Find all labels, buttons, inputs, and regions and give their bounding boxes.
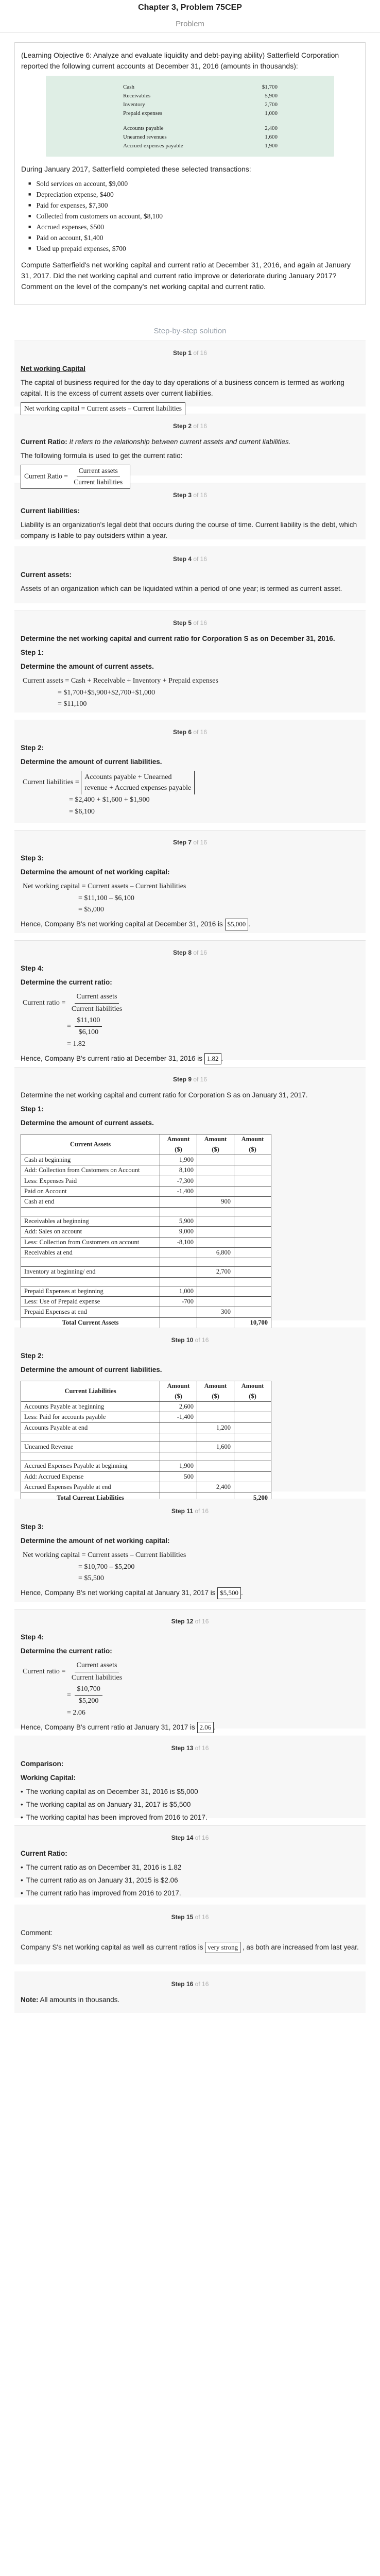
table-row: Add: Collection from Customers on Account 8,100 [21,1165,271,1176]
step-13 [14,1736,366,1822]
substep-label: Step 4: [21,1633,44,1641]
substep-label: Step 4: [21,964,44,973]
list-item: • The current ratio as on January 31, 2015 is $2.06 [21,1875,359,1886]
tab-problem[interactable]: Problem [0,14,380,33]
substep-label: Step 3: [21,854,44,862]
calc-block: Current assets = Cash + Receivable + Inventory + Prepaid expenses = $1,700+$5,900+$2,700+$1,000 = $11,100 [23,677,218,708]
step-2 [14,414,366,486]
account-row: Cash $1,700 [123,84,278,90]
substep-label: Step 2: [21,1352,44,1360]
step-conclusion: Company S's net working capital as well as current ratios is very strong , as both are increased from last year. [21,1942,359,1953]
problem-question: Compute Satterfield's net working capital and current ratio at December 31, 2016, and again at January 31, 2017. Did the net working capital and current ratio improve or deteriorate during January 2017? Comment on the level of the company's net working capital and current ratio. [21,260,351,291]
table-total-row: Total Current Liabilities 5,200 [21,1493,271,1503]
account-row: Receivables 5,900 [123,93,278,99]
step-4 [14,547,366,603]
step-header: Step 7 of 16 [172,838,208,846]
calc-block: Net working capital = Current assets – Current liabilities = $10,700 – $5,200 = $5,500 [23,1551,186,1582]
table-row [21,1452,271,1461]
step-text: Current Ratio: It refers to the relationship between current assets and current liabilities. [21,438,291,446]
accounts-box [46,76,334,157]
table-row: Accrued Expenses Payable at end 2,400 [21,1482,271,1493]
step-header: Step 5 of 16 [172,619,208,626]
transaction-item: ■ Sold services on account, $9,000 [28,179,359,190]
step-heading: Comment: [21,1929,53,1937]
current-assets-table [21,1134,271,1329]
substep-title: Determine the amount of current liabilities. [21,758,162,766]
step-header: Step 4 of 16 [172,555,208,563]
step-conclusion: Hence, Company B's current ratio at December 31, 2016 is 1.82 . [21,1053,359,1064]
substep-label: Step 3: [21,1523,44,1531]
transaction-item: ■ Depreciation expense, $400 [28,190,359,200]
step-text: Assets of an organization which can be liquidated within a period of one year; is termed as current asset. [21,585,342,593]
answer-box: 1.82 [204,1053,221,1064]
step-heading: Current assets: [21,571,72,579]
step-header: Step 2 of 16 [172,422,208,430]
table-row: Add: Accrued Expense 500 [21,1471,271,1482]
substep-title: Determine the amount of net working capital: [21,1537,170,1545]
step-conclusion: Hence, Company B's net working capital at January 31, 2017 is $5,500 . [21,1587,359,1599]
step-header: Step 1 of 16 [172,349,208,357]
answer-box: very strong [205,1942,240,1953]
substep-title: Determine the amount of net working capital: [21,868,170,876]
chapter-title: Chapter 3, Problem 75CEP [138,3,242,12]
step-note: Note: All amounts in thousands. [21,1996,120,2004]
table-row: Unearned Revenue 1,600 [21,1442,271,1452]
table-row: Paid on Account -1,400 [21,1187,271,1197]
table-row: Accounts Payable at end 1,200 [21,1422,271,1433]
table-row: Less: Use of Prepaid expense -700 [21,1297,271,1307]
step-header: Step 13 of 16 [171,1744,209,1752]
step-16 [14,1972,366,2013]
substep-label: Step 1: [21,649,44,657]
table-row: Prepaid Expenses at end 300 [21,1307,271,1317]
account-row: Prepaid expenses 1,000 [123,110,278,117]
step-12 [14,1609,366,1732]
table-row: Less: Collection from Customers on account -8,100 [21,1237,271,1247]
list-item: • The working capital has been improved from 2016 to 2017. [21,1812,359,1823]
substep-label: Step 2: [21,744,44,752]
list-item: • The working capital as on January 31, 2017 is $5,500 [21,1800,359,1810]
table-row: Add: Sales on account 9,000 [21,1227,271,1237]
table-total-row: Total Current Assets 10,700 [21,1317,271,1328]
step-10 [14,1328,366,1502]
answer-box: $5,500 [217,1587,241,1599]
step-header: Step 6 of 16 [172,728,208,736]
solution-title: Step-by-step solution [153,326,227,335]
table-row: Less: Expenses Paid -7,300 [21,1176,271,1186]
step-heading: Current Ratio: [21,1850,67,1858]
transaction-item: ■ Paid for expenses, $7,300 [28,200,359,211]
table-header-row: Current Liabilities Amount ($) Amount ($) Amount ($) [21,1381,271,1402]
calc-block: Current ratio = $\frac{\text{Current assets}}{\text{Current liabilities}}$ = $\frac{\$10,700}{\$5,200}$ = 2.06 [23,1660,359,1719]
transaction-item: ■ Paid on account, $1,400 [28,233,359,244]
current-liabilities-table [21,1381,271,1504]
transaction-item: ■ Collected from customers on account, $8,100 [28,211,359,222]
table-row: Prepaid Expenses at beginning 1,000 [21,1286,271,1296]
step-conclusion: Hence, Company B's current ratio at January 31, 2017 is 2.06 . [21,1722,359,1733]
calc-block: Current ratio = $\frac{\text{Current assets}}{\text{Current liabilities}}$ = $\frac{\$11,100}{\$6,100}$ = 1.82 [23,991,359,1050]
table-row: Accrued Expenses Payable at beginning 1,900 [21,1461,271,1471]
substep-title: Determine the current ratio: [21,978,112,987]
account-row: Accounts payable 2,400 [123,125,278,132]
step-subheading: Working Capital: [21,1774,76,1782]
formula-box: Net working capital = Current assets – Current liabilities [21,402,185,415]
formula-box: Current Ratio = $\frac{\text{Current assets}}{\text{Current liabilities}}$ [21,465,130,489]
step-15 [14,1905,366,1964]
step-conclusion: Hence, Company B's net working capital at December 31, 2016 is $5,000 . [21,919,359,930]
table-row [21,1433,271,1442]
table-row: Receivables at end 6,800 [21,1247,271,1258]
table-row [21,1258,271,1267]
table-row: Cash at beginning 1,900 [21,1155,271,1165]
substep-label: Step 1: [21,1105,44,1113]
step-6 [14,720,366,823]
step-header: Step 15 of 16 [171,1913,209,1921]
step-header: Step 16 of 16 [171,1980,209,1988]
table-row: Inventory at beginning/ end 2,700 [21,1267,271,1277]
answer-box: $5,000 [225,919,249,930]
substep-title: Determine the amount of current assets. [21,663,154,671]
table-row: Cash at end 900 [21,1197,271,1207]
account-row: Inventory 2,700 [123,101,278,108]
step-1 [14,341,366,413]
account-row: Accrued expenses payable 1,900 [123,143,278,149]
step-text: The capital of business required for the day to day operations of a business concern is termed as working capital. It is the excess of current assets over current liabilities. [21,379,344,398]
step-9 [14,1067,366,1327]
substep-title: Determine the amount of current assets. [21,1119,154,1127]
step-heading: Determine the net working capital and current ratio for Corporation S as on December 31, 2016. [21,635,335,643]
step-heading: Net working Capital [21,365,86,373]
problem-statement [14,42,366,305]
step-heading: Comparison: [21,1760,64,1768]
list-item: • The current ratio has improved from 2016 to 2017. [21,1888,359,1899]
problem-intro: (Learning Objective 6: Analyze and evaluate liquidity and debt-paying ability) Satterfield Corporation reported the following current accounts at December 31, 2016 (amounts in thousands): [21,51,339,70]
step-header: Step 9 of 16 [172,1075,208,1083]
table-row [21,1277,271,1286]
step-5 [14,611,366,713]
step-text: The following formula is used to get the current ratio: [21,452,183,460]
comparison-list [21,1787,359,1823]
step-14 [14,1825,366,1897]
table-row: Less: Paid for accounts payable -1,400 [21,1412,271,1422]
step-heading: Current liabilities: [21,507,80,515]
calc-block: Net working capital = Current assets – Current liabilities = $11,100 – $6,100 = $5,000 [23,883,186,913]
table-row [21,1207,271,1216]
substep-title: Determine the amount of current liabilities. [21,1366,162,1374]
answer-box: 2.06 [197,1722,214,1733]
step-7 [14,830,366,933]
step-header: Step 10 of 16 [171,1336,209,1344]
step-11 [14,1499,366,1602]
table-row: Accounts Payable at beginning 2,600 [21,1401,271,1412]
table-row: Receivables at beginning 5,900 [21,1216,271,1226]
problem-during: During January 2017, Satterfield completed these selected transactions: [21,165,251,174]
step-text: Determine the net working capital and current ratio for Corporation S as on January 31, 2017. [21,1091,308,1099]
substep-title: Determine the current ratio: [21,1647,112,1655]
step-text: Liability is an organization's legal debt that occurs during the course of time. Current liability is the debt, which company is liable to pay outsiders within a year. [21,521,357,540]
account-row: Unearned revenues 1,600 [123,134,278,141]
list-item: • The current ratio as on December 31, 2016 is 1.82 [21,1862,359,1873]
step-header: Step 12 of 16 [171,1617,209,1625]
comparison-list [21,1862,359,1899]
step-header: Step 8 of 16 [172,948,208,956]
step-8 [14,940,366,1063]
step-header: Step 11 of 16 [171,1507,209,1515]
transaction-list [28,179,359,254]
transaction-item: ■ Accrued expenses, $500 [28,222,359,233]
transaction-item: ■ Used up prepaid expenses, $700 [28,244,359,255]
step-header: Step 14 of 16 [171,1834,209,1841]
step-header: Step 3 of 16 [172,491,208,499]
calc-block: Current liabilities = Accounts payable + Unearned revenue + Accrued expenses payable = $2,400 + $1,600 + $1,900 = $6,100 [23,771,359,818]
step-3 [14,483,366,539]
table-header-row: Current Assets Amount ($) Amount ($) Amount ($) [21,1134,271,1155]
list-item: • The working capital as on December 31, 2016 is $5,000 [21,1787,359,1798]
